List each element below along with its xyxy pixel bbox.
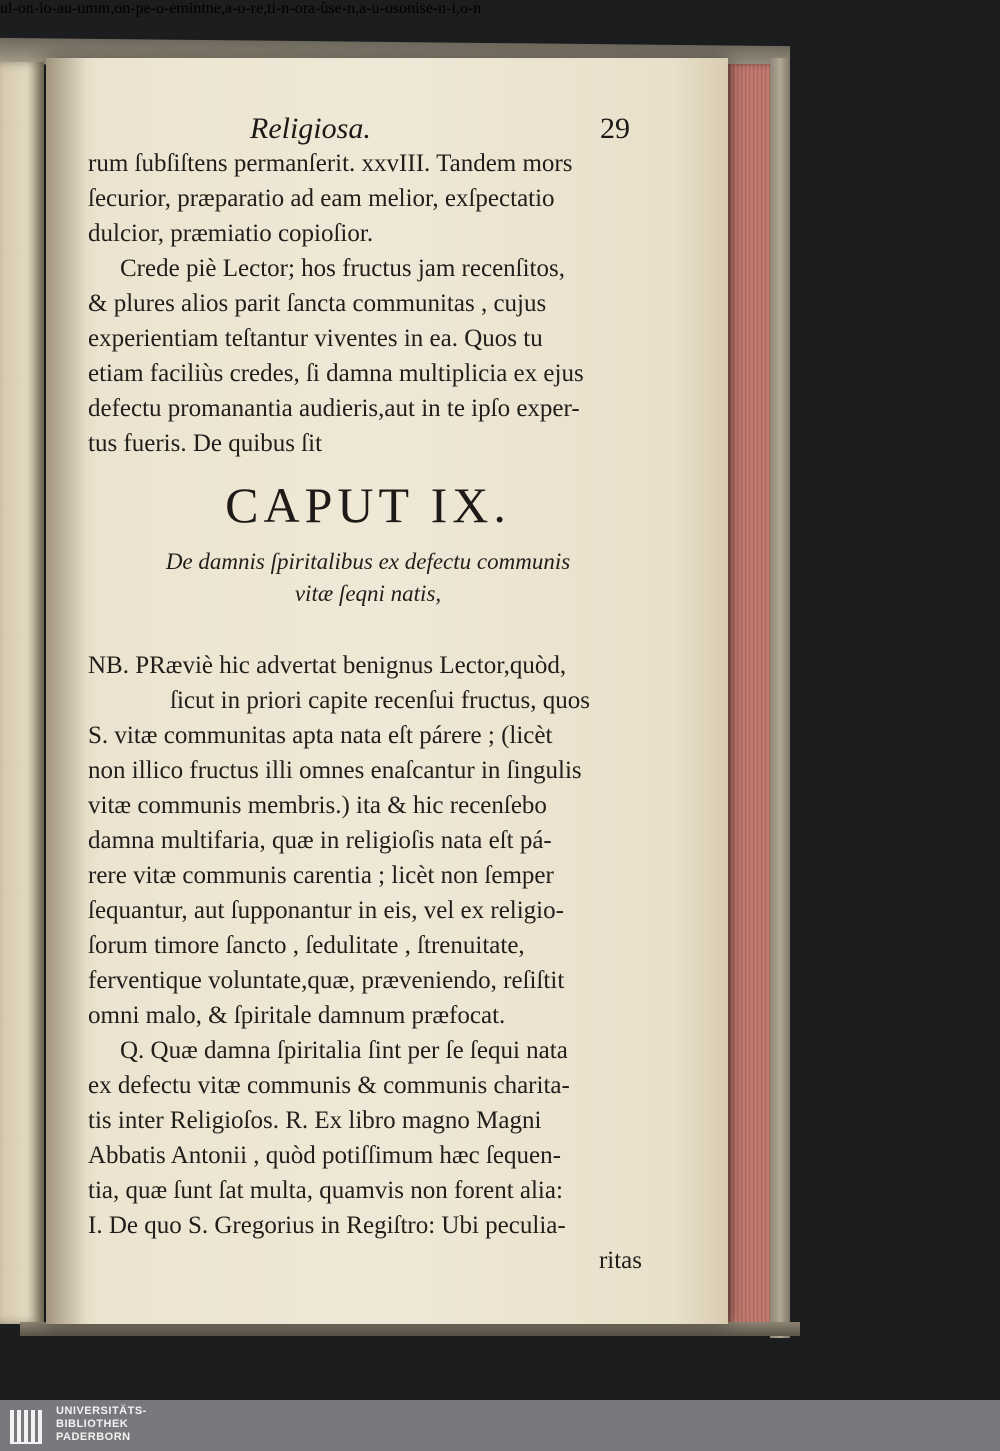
text-line: Crede piè Lector; hos fructus jam recenſitos, <box>120 255 565 282</box>
page-number: 29 <box>600 112 630 145</box>
left-page-fragment: ne, <box>205 0 225 17</box>
text-line: ſicut in priori capite recenſui fructus, quos <box>170 687 591 714</box>
text-line: Abbatis Antonii , quòd potiſſimum hæc ſequen- <box>88 1142 561 1169</box>
text-line: tis inter Religioſos. R. Ex libro magno Magni <box>88 1107 542 1134</box>
left-page-fragment: a- <box>307 0 321 17</box>
left-page-fragment: ul- <box>0 0 18 17</box>
text-line: damna multifaria, quæ in religioſis nata eſt pá- <box>88 827 552 854</box>
left-page-fragment: or <box>294 0 308 17</box>
running-head: Religiosa. <box>250 112 371 145</box>
text-line: tus fueris. De quibus ſit <box>88 430 323 457</box>
left-page-fragment: e- <box>334 0 348 17</box>
text-line: & plures alios parit ſancta communitas , cujus <box>88 290 547 317</box>
text-line: rere vitæ communis carentia ; licèt non ſemper <box>88 862 554 889</box>
left-page-fragment: pe- <box>135 0 156 17</box>
left-page-fragment: i, <box>451 0 460 17</box>
library-name-line: BIBLIOTHEK <box>56 1418 129 1430</box>
text-line: vitæ communis membris.) ita & hic recenſebo <box>88 792 547 819</box>
text-line: rum ſubſiſtens permanſerit. xxvIII. Tandem mors <box>88 150 573 177</box>
chapter-title: CAPUT IX. <box>225 477 511 533</box>
text-line: ſecurior, præparatio ad eam melior, exſpectatio <box>88 185 555 212</box>
left-page-fragment: o- <box>237 0 251 17</box>
text-line: non illico fructus illi omnes enaſcantur in ſingulis <box>88 757 582 784</box>
left-page-fragment: n <box>473 0 482 17</box>
library-name <box>56 1405 147 1444</box>
text-line: ſorum timore ſancto , ſedulitate , ſtrenuitate, <box>88 932 525 959</box>
library-name-line: UNIVERSITÄTS- <box>56 1405 147 1417</box>
text-line: omni malo, & ſpiritale damnum præfocat. <box>88 1002 506 1029</box>
book-bottom-edge <box>20 1322 800 1336</box>
left-page-fragment: ùs <box>320 0 335 17</box>
left-page-fragment: e- <box>425 0 439 17</box>
text-line: I. De quo S. Gregorius in Regiſtro: Ubi peculia- <box>88 1212 566 1239</box>
chapter-subtitle <box>88 546 648 610</box>
left-page-fragment: au- <box>56 0 78 17</box>
left-page-fragment: int <box>188 0 206 17</box>
chapter-subtitle-line: vitæ ſeqni natis, <box>294 581 442 606</box>
left-page-fragment: is <box>415 0 426 17</box>
library-name-line: PADERBORN <box>56 1431 131 1443</box>
left-page-edge <box>0 62 44 1324</box>
left-page-fragment: um <box>77 0 98 17</box>
catchword: ritas <box>598 1247 642 1274</box>
left-page-fragment: ti- <box>267 0 282 17</box>
text-line: ferventique voluntate,quæ, præveniendo, reſiſtit <box>88 967 565 994</box>
library-footer <box>0 1400 1000 1451</box>
left-page-fragment: n, <box>347 0 360 17</box>
chapter-subtitle-line: De damnis ſpiritalibus ex defectu communis <box>165 549 571 574</box>
left-page-fragment: o- <box>156 0 170 17</box>
left-page-fragment: on- <box>114 0 136 17</box>
library-logo-icon <box>8 1406 48 1446</box>
left-page-fragment: on- <box>17 0 40 17</box>
left-page-fragment: u- <box>371 0 385 17</box>
left-page-fragment: io- <box>39 0 57 17</box>
left-page-fragment: re, <box>250 0 268 17</box>
left-page-fragment: m, <box>97 0 115 17</box>
text-line: Q. Quæ damna ſpiritalia ſint per ſe ſequi nata <box>120 1037 568 1064</box>
left-page-fragment: o- <box>459 0 474 17</box>
left-page-fragment: n- <box>281 0 295 17</box>
text-line: experientiam teſtantur viventes in ea. Quos tu <box>88 325 543 352</box>
page-edges <box>726 64 782 1334</box>
text-line: dulcior, præmiatio copioſior. <box>88 220 374 247</box>
left-page-fragment: os <box>384 0 400 17</box>
text-line: tia, quæ ſunt ſat multa, quamvis non forent alia: <box>88 1177 563 1204</box>
left-page-fragment: a- <box>224 0 238 17</box>
left-page-fragment: em <box>169 0 189 17</box>
text-line: NB. PRæviè hic advertat benignus Lector,quòd, <box>88 652 567 679</box>
text-line: etiam faciliùs credes, ſi damna multiplicia ex ejus <box>88 360 584 387</box>
text-line: ſequantur, aut ſupponantur in eis, vel ex religio- <box>88 897 564 924</box>
text-block-top <box>88 146 648 461</box>
left-page-fragment: on <box>399 0 416 17</box>
text-line: defectu promanantia audieris,aut in te ipſo exper- <box>88 395 580 422</box>
text-line: S. vitæ communitas apta nata eſt párere ; (licèt <box>88 722 553 749</box>
left-page-fragment: n- <box>438 0 452 17</box>
text-line: ex defectu vitæ communis & communis charita- <box>88 1072 570 1099</box>
left-page-fragment: a- <box>359 0 372 17</box>
text-block-main <box>88 648 648 1278</box>
